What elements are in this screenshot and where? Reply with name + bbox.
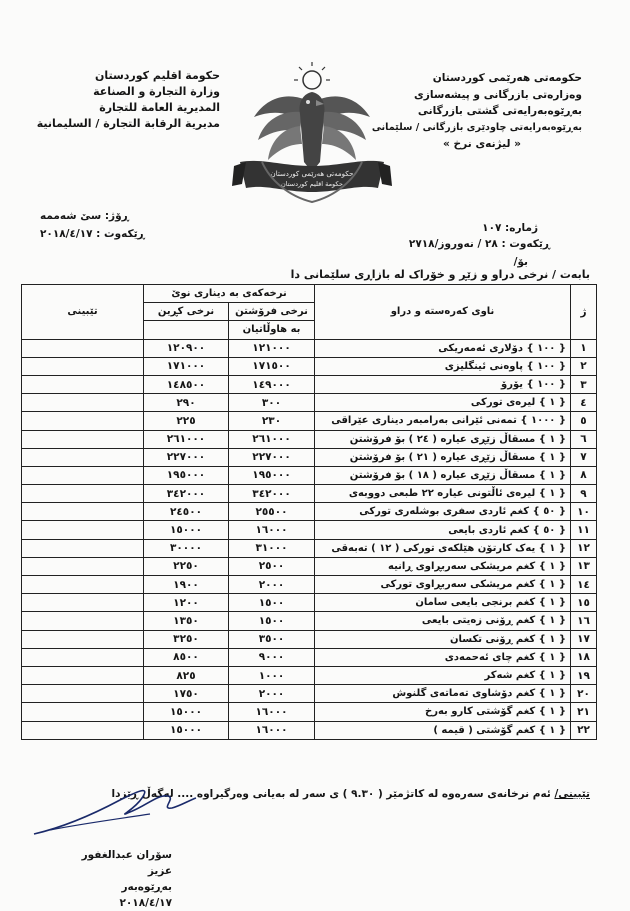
table-row (22, 357, 597, 375)
notes-cell (22, 521, 144, 539)
item-name-cell: { ١ } کغم ڕۆنی زەیتی بایعی (315, 612, 571, 630)
table-row (22, 521, 597, 539)
row-index-cell: ٢١ (571, 703, 597, 721)
recipient: بۆ/ (513, 256, 528, 268)
buy-price-cell: ١٥٠٠٠ (144, 703, 229, 721)
notes-cell (22, 485, 144, 503)
notes-cell (22, 503, 144, 521)
header-arabic-line: مديرية الرقابة التجارة / السليمانية (36, 117, 220, 130)
price-table (21, 284, 597, 740)
item-name-cell: { ١ } کغم گۆشتی ( قیمە ) (315, 721, 571, 739)
sell-price-cell: ٩٠٠٠ (229, 648, 315, 666)
sell-price-cell: ٣٠٠ (229, 394, 315, 412)
item-name-cell: { ١٠٠ } پاوەنی ئینگلیزی (315, 357, 571, 375)
sell-price-cell: ١٠٠٠ (229, 666, 315, 684)
table-row (22, 539, 597, 557)
buy-price-cell: ١٤٨٥٠٠ (144, 375, 229, 393)
item-name-cell: { ١ } کغم گۆشتی کارو بەرخ (315, 703, 571, 721)
row-index-cell: ٤ (571, 394, 597, 412)
subject-line: بابەت / نرخی دراو و زێڕ و خۆراک لە بازاڕی سلێمانی دا (290, 268, 590, 281)
table-row (22, 630, 597, 648)
buy-price-cell: ١٥٠٠٠ (144, 521, 229, 539)
notes-cell (22, 357, 144, 375)
table-row (22, 485, 597, 503)
sell-price-cell: ١٦٠٠٠ (229, 521, 315, 539)
table-row (22, 394, 597, 412)
sell-price-cell: ٢٥٠٠ (229, 557, 315, 575)
notes-cell (22, 648, 144, 666)
item-name-cell: { ١ } کغم شەکر (315, 666, 571, 684)
row-index-cell: ٥ (571, 412, 597, 430)
buy-price-cell: ٢٤٥٠٠ (144, 503, 229, 521)
header-kurdish-line: وەزارەتی بازرگانی و پیشەسازی (414, 88, 582, 101)
sell-price-cell: ٣١٠٠٠ (229, 539, 315, 557)
buy-price-cell: ٣٠٠٠٠ (144, 539, 229, 557)
sell-price-cell: ٢٣٠ (229, 412, 315, 430)
notes-cell (22, 612, 144, 630)
sell-price-cell: ٣٤٢٠٠٠ (229, 485, 315, 503)
buy-price-cell: ٢٢٥٠ (144, 557, 229, 575)
table-row (22, 557, 597, 575)
row-index-cell: ١٠ (571, 503, 597, 521)
signer-name: سۆران عبدالغفور عزیز (81, 849, 172, 877)
item-name-cell: { ٥٠ } کغم ئاردی سفری بوشلەری تورکی (315, 503, 571, 521)
header-kurdish-line: بەڕێوەبەرایەتی چاودێری بازرگانی / سلێمانی (371, 121, 582, 133)
item-name-cell: { ١٠٠ } یۆرۆ (315, 375, 571, 393)
notes-cell (22, 630, 144, 648)
buy-price-cell: ١٧١٠٠٠ (144, 357, 229, 375)
buy-price-cell: ١٢٠٩٠٠ (144, 339, 229, 357)
sell-price-cell: ١٢١٠٠٠ (229, 339, 315, 357)
document-date-left: ڕێکەوت : ٢٠١٨/٤/١٧ (40, 228, 145, 240)
notes-cell (22, 594, 144, 612)
buy-price-cell: ٣٤٢٠٠٠ (144, 485, 229, 503)
notes-cell (22, 466, 144, 484)
sell-price-cell: ٢٠٠٠ (229, 685, 315, 703)
notes-cell (22, 685, 144, 703)
row-index-cell: ٣ (571, 375, 597, 393)
notes-cell (22, 430, 144, 448)
header-kurdish-line: حکومەتی هەرێمی کوردستان (432, 72, 582, 84)
header-kurdish-line: بەڕێوەبەرایەتی گشتی بازرگانی (417, 105, 582, 117)
emblem-text-arabic: حكومة اقليم كوردستان (280, 180, 344, 188)
column-subheader-sell: بە هاوڵاتیان (229, 321, 315, 339)
notes-cell (22, 703, 144, 721)
row-index-cell: ٢٠ (571, 685, 597, 703)
notes-cell (22, 394, 144, 412)
emblem-text-kurdish: حکومەتی هەرێمی کوردستان (270, 170, 354, 178)
item-name-cell: { ١٠٠٠ } تمەنی ئێرانی بەرامبەر دیناری عێراقی (315, 412, 571, 430)
row-index-cell: ١ (571, 339, 597, 357)
buy-price-cell: ١٩٥٠٠٠ (144, 466, 229, 484)
buy-price-cell: ٨٥٠٠ (144, 648, 229, 666)
buy-price-cell: ١٧٥٠ (144, 685, 229, 703)
row-index-cell: ١٨ (571, 648, 597, 666)
table-row (22, 721, 597, 739)
row-index-cell: ١٧ (571, 630, 597, 648)
row-index-cell: ١٦ (571, 612, 597, 630)
sell-price-cell: ١٤٩٠٠٠ (229, 375, 315, 393)
header-arabic-line: المديرية العامة للتجارة (99, 101, 220, 114)
sell-price-cell: ١٦٠٠٠ (229, 721, 315, 739)
item-name-cell: { ١ } کغم ڕۆنی تکسان (315, 630, 571, 648)
sell-price-cell: ١٦٠٠٠ (229, 703, 315, 721)
sell-price-cell: ٢٦١٠٠٠ (229, 430, 315, 448)
item-name-cell: { ١ } مسقاڵ زێڕی عیارە ( ٢٤ ) بۆ فرۆشتن (315, 430, 571, 448)
buy-price-cell: ١٣٥٠ (144, 612, 229, 630)
table-row (22, 685, 597, 703)
item-name-cell: { ١ } لیرەی تورکی (315, 394, 571, 412)
column-header-index: ژ (571, 285, 597, 340)
item-name-cell: { ١ } مسقاڵ زێڕی عیارە ( ١٨ ) بۆ فرۆشتن (315, 466, 571, 484)
sell-price-cell: ٢٥٥٠٠ (229, 503, 315, 521)
signer-date: ٢٠١٨/٤/١٧ (119, 897, 172, 909)
row-index-cell: ٨ (571, 466, 597, 484)
item-name-cell: { ١ } کغم مریشکی سەربڕاوی تورکی (315, 576, 571, 594)
item-name-cell: { ١ } لیرەی ئاڵتونی عیارە ٢٢ طبعی دووبەی (315, 485, 571, 503)
item-name-cell: { ١ } یەک کارتۆن هێلکەی تورکی ( ١٢ ) تەبەقی (315, 539, 571, 557)
notes-cell (22, 412, 144, 430)
column-header-notes: تێبینی (22, 285, 144, 340)
row-index-cell: ١٣ (571, 557, 597, 575)
table-row (22, 594, 597, 612)
sell-price-cell: ١٥٠٠ (229, 594, 315, 612)
row-index-cell: ٦ (571, 430, 597, 448)
row-index-cell: ٧ (571, 448, 597, 466)
row-index-cell: ١٥ (571, 594, 597, 612)
footer-note-text: ئەم نرخانەی سەرەوە لە کاتژمێر ( ٩.٣٠ ) ی سەر لە بەیانی وەرگیراوە .... لەگەڵ ڕێزدا (111, 788, 555, 800)
notes-cell (22, 666, 144, 684)
row-index-cell: ٢ (571, 357, 597, 375)
header-arabic-line: حكومة اقليم كوردستان (94, 69, 220, 82)
item-name-cell: { ١٠٠ } دۆلاری ئەمەریکی (315, 339, 571, 357)
row-index-cell: ١١ (571, 521, 597, 539)
footer-note-label: تێبینی/ (554, 788, 590, 800)
buy-price-cell: ٢٢٧٠٠٠ (144, 448, 229, 466)
signer-title: بەڕێوەبەر (121, 881, 172, 893)
row-index-cell: ٩ (571, 485, 597, 503)
buy-price-cell: ١٢٠٠ (144, 594, 229, 612)
table-row (22, 448, 597, 466)
table-row (22, 466, 597, 484)
signature-block (62, 847, 172, 911)
item-name-cell: { ١ } کغم برنجی بایعی سامان (315, 594, 571, 612)
empty-cell (144, 321, 229, 339)
table-row (22, 666, 597, 684)
buy-price-cell: ٢٢٥ (144, 412, 229, 430)
notes-cell (22, 448, 144, 466)
buy-price-cell: ١٥٠٠٠ (144, 721, 229, 739)
signature-icon (30, 780, 200, 840)
item-name-cell: { ٥٠ } کغم ئاردی بایعی (315, 521, 571, 539)
column-header-buy: نرخی کڕین (144, 303, 229, 321)
column-group-header: نرخەکەی بە دیناری نوێ (144, 285, 315, 303)
kurdistan-emblem-icon (232, 62, 392, 212)
item-name-cell: { ١ } کغم چای ئەحمەدی (315, 648, 571, 666)
weekday: ڕۆژ: سێ شەممە (40, 210, 129, 222)
row-index-cell: ١٤ (571, 576, 597, 594)
table-row (22, 503, 597, 521)
item-name-cell: { ١ } مسقاڵ زێڕی عیارە ( ٢١ ) بۆ فرۆشتن (315, 448, 571, 466)
notes-cell (22, 539, 144, 557)
sell-price-cell: ٣٥٠٠ (229, 630, 315, 648)
table-row (22, 375, 597, 393)
notes-cell (22, 375, 144, 393)
table-row (22, 612, 597, 630)
header-arabic (30, 68, 220, 132)
header-kurdish-line: « لیژنەی نرخ » (443, 138, 521, 150)
table-row (22, 576, 597, 594)
notes-cell (22, 339, 144, 357)
buy-price-cell: ٢٩٠ (144, 394, 229, 412)
buy-price-cell: ٢٦١٠٠٠ (144, 430, 229, 448)
table-row (22, 703, 597, 721)
table-header-row (22, 285, 597, 303)
table-row (22, 339, 597, 357)
row-index-cell: ١٩ (571, 666, 597, 684)
table-row (22, 412, 597, 430)
table-row (22, 430, 597, 448)
document-number: ژمارە: ١٠٧ (482, 222, 538, 234)
sell-price-cell: ١٩٥٠٠٠ (229, 466, 315, 484)
sell-price-cell: ٢٢٧٠٠٠ (229, 448, 315, 466)
row-index-cell: ٢٢ (571, 721, 597, 739)
row-index-cell: ١٢ (571, 539, 597, 557)
buy-price-cell: ٨٢٥ (144, 666, 229, 684)
document-date: ڕێکەوت : ٢٨ / نەوروز/٢٧١٨ (408, 238, 550, 250)
item-name-cell: { ١ } کغم دۆشاوی تەماتەی گلنوش (315, 685, 571, 703)
notes-cell (22, 721, 144, 739)
sell-price-cell: ١٥٠٠ (229, 612, 315, 630)
column-header-sell: نرخی فرۆشتن (229, 303, 315, 321)
sell-price-cell: ١٧١٥٠٠ (229, 357, 315, 375)
item-name-cell: { ١ } کغم مریشکی سەربڕاوی ڕانیە (315, 557, 571, 575)
table-row (22, 648, 597, 666)
notes-cell (22, 557, 144, 575)
notes-cell (22, 576, 144, 594)
column-header-item: ناوی کەرەستە و دراو (315, 285, 571, 340)
header-arabic-line: وزارة التجارة و الصناعة (93, 85, 220, 98)
buy-price-cell: ٣٢٥٠ (144, 630, 229, 648)
sell-price-cell: ٢٠٠٠ (229, 576, 315, 594)
buy-price-cell: ١٩٠٠ (144, 576, 229, 594)
